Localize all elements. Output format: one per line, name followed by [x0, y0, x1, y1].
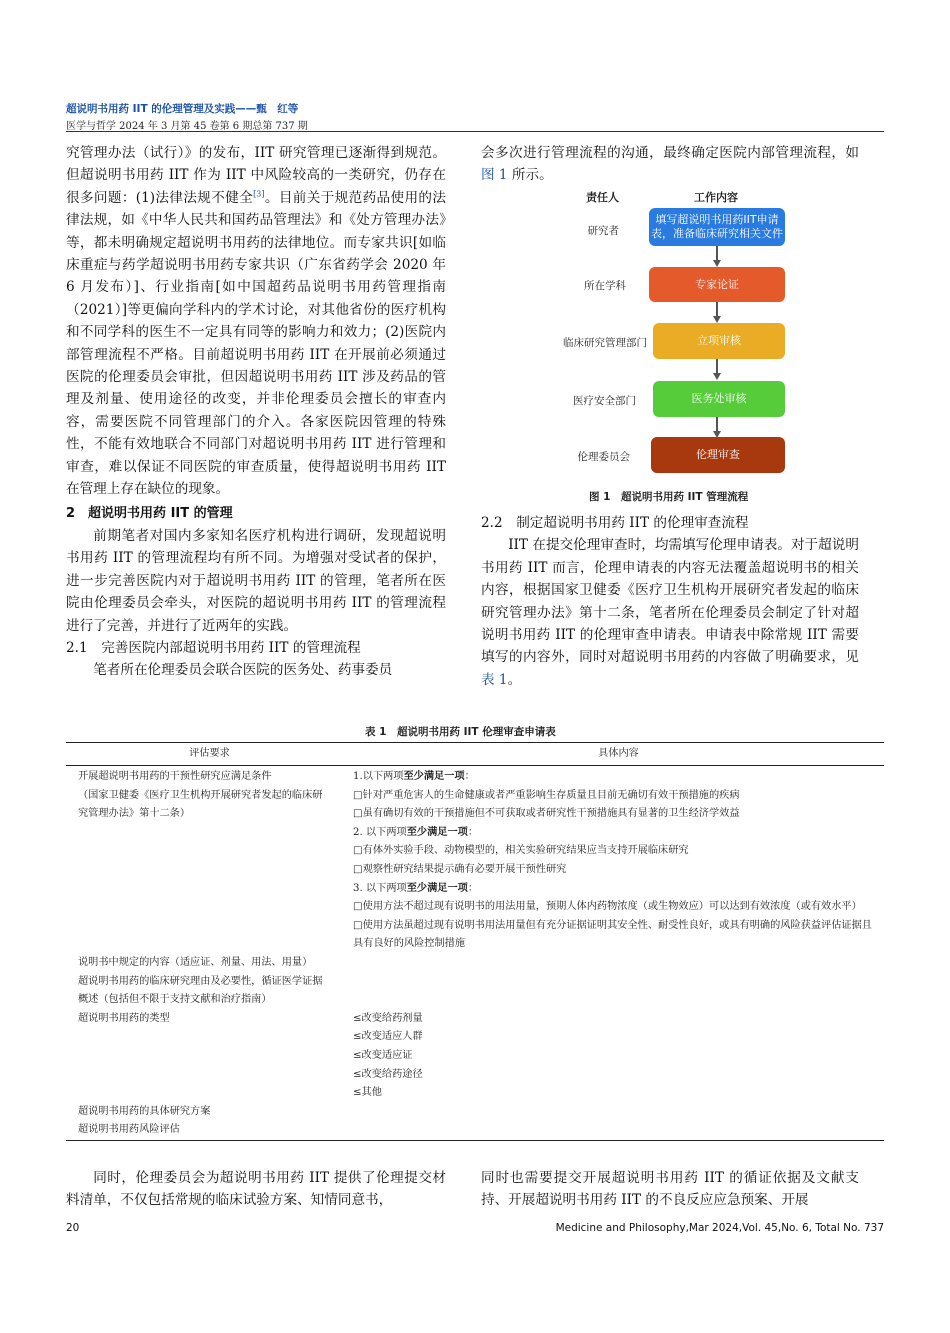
bottom-right-paragraph: 同时也需要提交开展超说明书用药 IIT 的循证依据及文献支持、开展超说明书用药 IIT 的不良反应应急预案、开展 [481, 1170, 859, 1209]
table-row: 超说明书用药的具体研究方案 [78, 1105, 211, 1117]
checkbox-item[interactable]: □针对严重危害人的生命健康或者严重影响生存质量且目前无确切有效干预措施的疾病 [353, 789, 740, 801]
flow-role-clinical-research: 临床研究管理部门 [563, 337, 647, 349]
right-column-bottom [481, 512, 859, 691]
table-row: 超说明书用药的类型 ≤改变给药剂量 ≤改变适应人群 ≤改变适应证 ≤改变给药途径 ≤其他 [66, 1010, 884, 1103]
flow-step-medical-affairs: 医务处审核 [653, 381, 785, 417]
checkbox-item[interactable]: □使用方法不超过现有说明书的用法用量，预期人体内药物浓度（或生物效应）可以达到有效浓度（或有效水平） [353, 901, 862, 913]
left-paragraph-3: 笔者所在伦理委员会联合医院的医务处、药事委员 [93, 662, 393, 679]
table-row: 超说明书用药风险评估 [66, 1121, 884, 1140]
table-header-content: 具体内容 [353, 743, 884, 766]
section-2-1-heading: 2.1 完善医院内部超说明书用药 IIT 的管理流程 [66, 639, 361, 656]
flow-header-responsible: 责任人 [586, 191, 619, 204]
flow-header-work: 工作内容 [694, 191, 738, 204]
flow-role-researcher: 研究者 [587, 225, 619, 237]
flow-step-apply: 填写超说明书用药IIT申请表，准备临床研究相关文件 [649, 208, 785, 246]
right-column-top [481, 142, 859, 187]
option-item[interactable]: ≤其他 [353, 1087, 382, 1099]
bottom-left-paragraph: 同时，伦理委员会为超说明书用药 IIT 提供了伦理提交材料清单，不仅包括常规的临床试验方案、知情同意书， [66, 1170, 446, 1209]
option-item[interactable]: ≤改变适应证 [353, 1049, 413, 1061]
reference-3[interactable]: [3] [253, 189, 265, 199]
running-title: 超说明书用药 IIT 的伦理管理及实践——甄 红等 [66, 103, 299, 115]
left-paragraph-1: 究管理办法（试行）》的发布，IIT 研究管理已逐渐得到规范。但超说明书用药 IIT 作为 IIT 中风险较高的一类研究，仍存在很多问题：(1)法律法规不健全[3]。目前关于规范药品使用的法律法规，如《中华人民共和国药品管理法》和《处方管理办法》等，都未明确规定超说明书用药的法律地位。而专家共识[如临床重症与药学超说明书用药专家共识（广东省药学会 2020 年 6 月发布）]、行业指南[如中国超药品说明书用药管理指南（2021）]等更偏向学科内的学术讨论，对其他省份的医疗机构和不同学科的医生不一定具有同等的影响力和效力；(2)医院内部管理流程不严格。目前超说明书用药 IIT 在开展前必须通过医院的伦理委员会审批，但因超说明书用药 IIT 涉及药品的管理及剂量、使用途径的改变，并非伦理委员会擅长的审查内容，需要医院不同管理部门的介入。各家医院因管理的特殊性，不能有效地联合不同部门对超说明书用药 IIT 进行管理和审查，难以保证不同医院的审查质量，使得超说明书用药 IIT 在管理上存在缺位的现象。 [66, 145, 446, 498]
option-item[interactable]: ≤改变适应人群 [353, 1031, 423, 1043]
table-1-link[interactable]: 表 1 [481, 671, 508, 688]
table-header-requirement: 评估要求 [66, 743, 353, 766]
journal-info: 医学与哲学 2024 年 3 月第 45 卷第 6 期总第 737 期 [66, 121, 308, 132]
option-item[interactable]: ≤改变给药途径 [353, 1068, 423, 1080]
arrow-down-icon [713, 316, 721, 323]
flow-connector [716, 246, 718, 261]
table-row: 说明书中规定的内容（适应证、剂量、用法、用量） [78, 956, 313, 968]
flow-connector [716, 359, 718, 374]
checkbox-item[interactable]: □有体外实验手段、动物模型的，相关实验研究结果应当支持开展临床研究 [353, 845, 689, 857]
flow-role-department: 所在学科 [584, 280, 626, 292]
checkbox-item[interactable]: □观察性研究结果提示确有必要开展干预性研究 [353, 863, 567, 875]
option-item[interactable]: ≤改变给药剂量 [353, 1012, 423, 1024]
table-row: 超说明书用药的临床研究理由及必要性，循证医学证据 概述（包括但不限于支持文献和治疗指南） [78, 975, 323, 1006]
flow-step-project-approval: 立项审核 [653, 323, 785, 359]
right-paragraph-2: IIT 在提交伦理审查时，均需填写伦理申请表。对于超说明书用药 IIT 而言，伦理申请表的内容无法覆盖超说明书的相关内容，根据国家卫健委《医疗卫生机构开展研究者发起的临床研究管理办法》第十二条，笔者所在伦理委员会制定了针对超说明书用药 IIT 的伦理审查申请表。申请表中除常规 IIT 需要填写的内容外，同时对超说明书用药的内容做了明确要求，见表 1。 [481, 537, 859, 688]
page-number: 20 [66, 1222, 80, 1234]
left-paragraph-2: 前期笔者对国内多家知名医疗机构进行调研，发现超说明书用药 IIT 的管理流程均有所不同。为增强对受试者的保护，进一步完善医院内对于超说明书用药 IIT 的管理，笔者所在医院由伦理委员会牵头，对医院的超说明书用药 IIT 的管理流程进行了完善，并进行了近两年的实践。 [66, 527, 446, 634]
header-divider [66, 131, 884, 132]
ethics-application-table [66, 742, 884, 1141]
figure-1-caption: 图 1 超说明书用药 IIT 管理流程 [589, 491, 749, 503]
right-paragraph-1: 会多次进行管理流程的沟通，最终确定医院内部管理流程，如图 1 所示。 [481, 145, 859, 184]
figure-1-link[interactable]: 图 1 [481, 167, 508, 184]
flow-role-ethics: 伦理委员会 [577, 451, 630, 463]
table-row: 开展超说明书用药的干预性研究应满足条件 （国家卫健委《医疗卫生机构开展研究者发起的临床研 究管理办法》第十二条） 1.以下两项至少满足一项： □针对严重危害人的生命健康或者严重影响生存质量且目前无确切有效干预措施的疾病 □虽有确切有效的干预措施但不可获取或者研究性干预措施具有显著的卫生经济学效益 2. 以下两项至少满足一项： □有体外实验手段、动物模型的，相关实验研究结果应当支持开展临床研究 □观察性研究结果提示确有必要开展干预性研究 3. 以下两项至少满足一项： □使用方法不超过现有说明书的用法用量，预期人体内药物浓度（或生物效应）可以达到有效浓度（或有效水平） □使用方法虽超过现有说明书用法用量但有充分证据证明其安全性、耐受性良好，或具有明确的风险获益评估证据且具有良好的风险控制措施 [66, 766, 884, 954]
flow-role-medical-safety: 医疗安全部门 [573, 395, 636, 407]
flow-connector [716, 417, 718, 432]
table-1-caption: 表 1 超说明书用药 IIT 伦理审查申请表 [365, 726, 556, 738]
section-2-heading: 2 超说明书用药 IIT 的管理 [66, 505, 233, 521]
flow-connector [716, 302, 718, 317]
arrow-down-icon [713, 373, 721, 380]
flow-step-ethics-review: 伦理审查 [651, 437, 785, 473]
checkbox-item[interactable]: □虽有确切有效的干预措施但不可获取或者研究性干预措施具有显著的卫生经济学效益 [353, 808, 740, 820]
left-column [66, 142, 446, 682]
journal-citation: Medicine and Philosophy,Mar 2024,Vol. 45,No. 6, Total No. 737 [555, 1222, 884, 1234]
section-2-2-heading: 2.2 制定超说明书用药 IIT 的伦理审查流程 [481, 515, 749, 531]
arrow-down-icon [713, 260, 721, 267]
flow-step-expert-review: 专家论证 [649, 267, 785, 302]
checkbox-item[interactable]: □使用方法虽超过现有说明书用法用量但有充分证据证明其安全性、耐受性良好，或具有明确的风险获益评估证据且具有良好的风险控制措施 [353, 919, 872, 950]
